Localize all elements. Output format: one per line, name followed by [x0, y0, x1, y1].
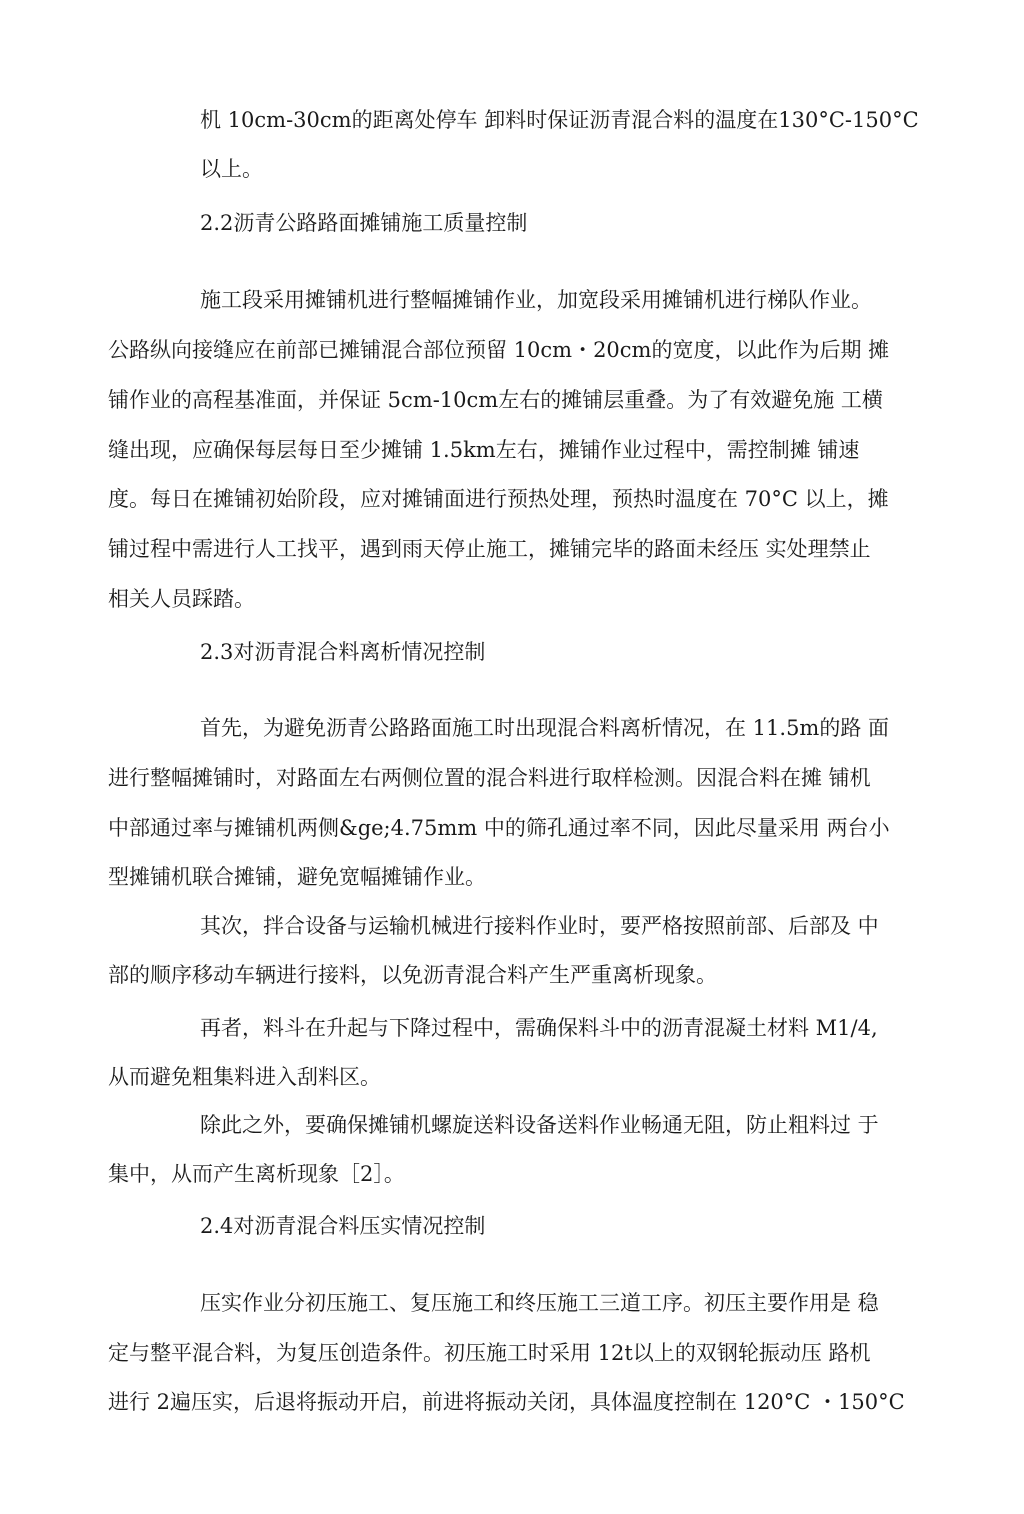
paragraph-line: 从而避免粗集料进入刮料区。	[108, 1065, 381, 1089]
paragraph-line: 进行整幅摊铺时，对路面左右两侧位置的混合料进行取样检测。因混合料在摊 铺机	[108, 766, 871, 790]
paragraph-line: 其次，拌合设备与运输机械进行接料作业时，要严格按照前部、后部及 中	[200, 914, 879, 938]
paragraph-line: 公路纵向接缝应在前部已摊铺混合部位预留 10cm・20cm的宽度，以此作为后期 摊	[108, 338, 890, 362]
paragraph-line: 机 10cm-30cm的距离处停车 卸料时保证沥青混合料的温度在130°C-150°C	[200, 108, 919, 132]
section-heading: 2.2沥青公路路面摊铺施工质量控制	[200, 211, 528, 235]
paragraph-line: 铺作业的高程基准面，并保证 5cm-10cm左右的摊铺层重叠。为了有效避免施 工横	[108, 388, 883, 412]
section-heading: 2.3对沥青混合料离析情况控制	[200, 640, 486, 664]
paragraph-line: 进行 2遍压实，后退将振动开启，前进将振动关闭，具体温度控制在 120°C ・150°C	[108, 1390, 905, 1414]
paragraph-line: 再者，料斗在升起与下降过程中，需确保料斗中的沥青混凝土材料 M1/4,	[200, 1016, 878, 1040]
paragraph-line: 定与整平混合料，为复压创造条件。初压施工时采用 12t以上的双钢轮振动压 路机	[108, 1341, 871, 1365]
paragraph-line: 部的顺序移动车辆进行接料，以免沥青混合料产生严重离析现象。	[108, 963, 717, 987]
paragraph-line: 以上。	[200, 157, 263, 181]
section-heading: 2.4对沥青混合料压实情况控制	[200, 1214, 486, 1238]
paragraph-line: 缝出现，应确保每层每日至少摊铺 1.5km左右，摊铺作业过程中，需控制摊 铺速	[108, 438, 860, 462]
paragraph-line: 度。每日在摊铺初始阶段，应对摊铺面进行预热处理，预热时温度在 70°C 以上，摊	[108, 487, 889, 511]
paragraph-line: 首先，为避免沥青公路路面施工时出现混合料离析情况，在 11.5m的路 面	[200, 716, 890, 740]
paragraph-line: 压实作业分初压施工、复压施工和终压施工三道工序。初压主要作用是 稳	[200, 1291, 879, 1315]
paragraph-line: 中部通过率与摊铺机两侧&ge;4.75mm 中的筛孔通过率不同，因此尽量采用 两台小	[108, 816, 890, 840]
paragraph-line: 集中，从而产生离析现象［2］。	[108, 1162, 405, 1186]
paragraph-line: 型摊铺机联合摊铺，避免宽幅摊铺作业。	[108, 865, 486, 889]
paragraph-line: 施工段采用摊铺机进行整幅摊铺作业，加宽段采用摊铺机进行梯队作业。	[200, 288, 872, 312]
paragraph-line: 除此之外，要确保摊铺机螺旋送料设备送料作业畅通无阻，防止粗料过 于	[200, 1113, 879, 1137]
paragraph-line: 铺过程中需进行人工找平，遇到雨天停止施工，摊铺完毕的路面未经压 实处理禁止	[108, 537, 871, 561]
paragraph-line: 相关人员踩踏。	[108, 587, 255, 611]
